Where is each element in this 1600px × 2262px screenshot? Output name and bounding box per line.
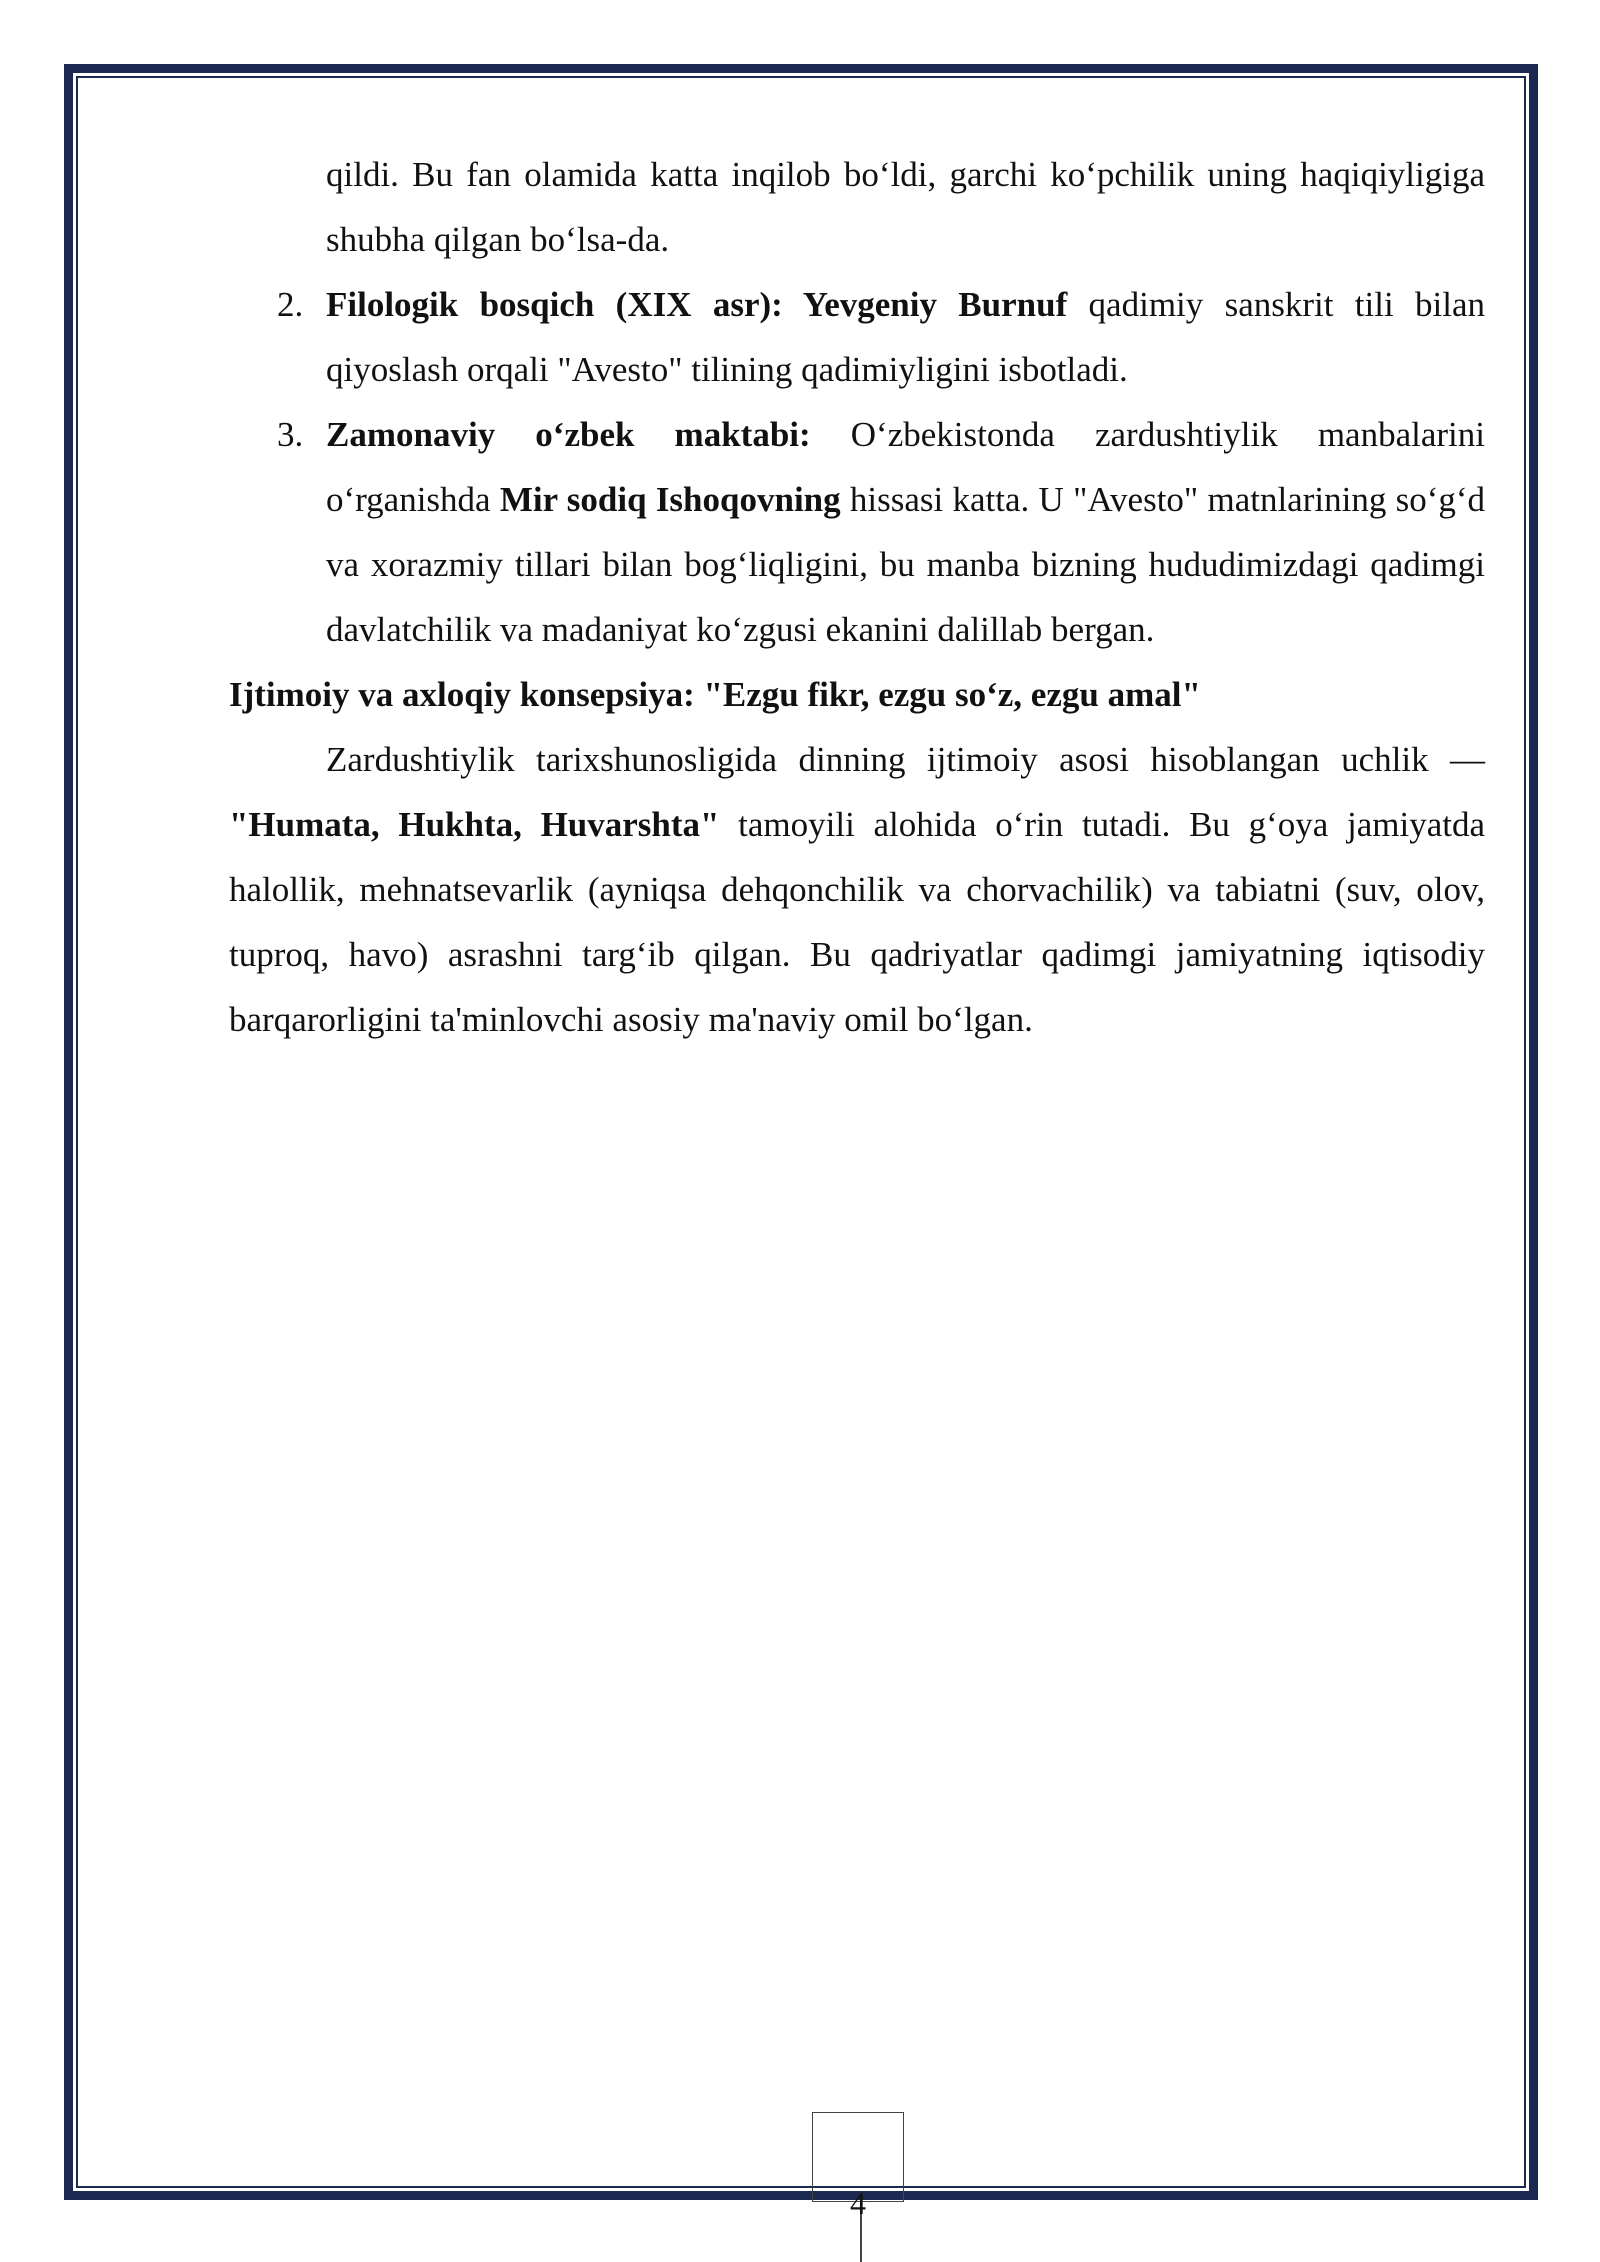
paragraph-text: tamoyili alohida o‘rin tutadi. Bu g‘oya jamiyatda halollik, mehnatsevarlik (ayniqsa dehqonchilik va chorvachilik) va tabiatni (suv, olov, tuproq, havo) asrashni targ‘ib qilgan. Bu qadriyatlar qadimgi jamiyatning iqtisodiy barqarorligini ta'minlovchi asosiy ma'naviy omil bo‘lgan. [229, 805, 1485, 1039]
document-body [229, 142, 1485, 1052]
paragraph-text: Zardushtiylik tarixshunosligida dinning ijtimoiy asosi hisoblangan uchlik — [326, 740, 1485, 779]
section-heading: Ijtimoiy va axloqiy konsepsiya: "Ezgu fikr, ezgu so‘z, ezgu amal" [229, 675, 1201, 714]
list-item-text: hissasi katta. U "Avesto" matnlarining so‘g‘d va xorazmiy tillari bilan bog‘liqligini, bu manba bizning hududimizdagi qadimgi davlatchilik va madaniyat ko‘zgusi ekanini dalillab bergan. [326, 480, 1486, 649]
list-number: 3. [277, 415, 304, 454]
intro-text: qildi. Bu fan olamida katta inqilob bo‘ldi, garchi ko‘pchilik uning haqiqiyligiga shubha qilgan bo‘lsa-da. [326, 155, 1485, 259]
list-number: 2. [277, 285, 304, 324]
list-item-3 [229, 402, 1485, 662]
list-item-text: qadimiy sanskrit tili bilan qiyoslash orqali "Avesto" tilining qadimiyligini isbotladi. [326, 285, 1485, 389]
list-item-2 [229, 272, 1485, 402]
list-item-bold: Zamonaviy o‘zbek maktabi: [326, 415, 811, 454]
page-number: 4 [850, 2185, 866, 2221]
section-paragraph [229, 727, 1485, 1052]
list-item-bold: Filologik bosqich (XIX asr): Yevgeniy Burnuf [326, 285, 1068, 324]
list-item-bold-name: Mir sodiq Ishoqovning [499, 480, 841, 519]
list-item-text: O‘zbekistonda zardushtiylik manbalarini o‘rganishda [326, 415, 1485, 519]
paragraph-bold: "Humata, Hukhta, Huvarshta" [229, 805, 720, 844]
intro-paragraph [229, 142, 1485, 272]
